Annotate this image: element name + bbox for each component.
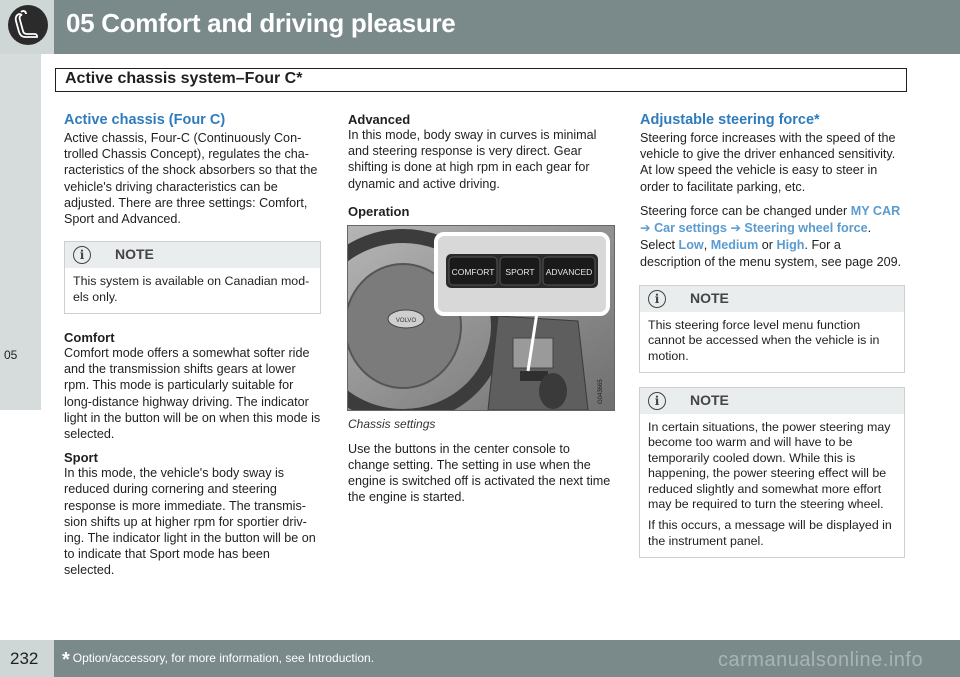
steering-force-heading: Adjustable steering force* [640,112,820,128]
advanced-button-label: ADVANCED [545,266,593,277]
info-icon: i [648,290,666,308]
option-low: Low [678,237,704,252]
note-label: NOTE [690,392,729,409]
comfort-button-label: COMFORT [451,266,495,277]
steering-force-p1: Steering force increases with the speed of the vehicle to give the driver enhanced sensitivity. At low speed the vehicle is easy to steer in order to facilitate parking, etc. [640,131,896,194]
chapter-title: 05 Comfort and driving pleasure [66,8,456,38]
p2-comma: , [703,237,711,252]
sport-text: In this mode, the vehicle's body sway is reduced during cornering and steering response is more immediate. The transmis-sion shifts up at higher rpm for sportier driv-ing. The indicator light in the button will be on to indicate that Sport mode has been selected. [64,466,316,578]
sport-heading: Sport [64,450,98,466]
note-box [639,387,905,558]
menu-arrow-icon: ➔ [730,220,741,235]
figure-caption: Chassis settings [348,416,436,431]
sport-button-label: SPORT [505,266,535,277]
page-number: 232 [10,649,39,668]
note-box [639,285,905,373]
column-3 [639,112,905,558]
p2-prefix: Steering force can be changed under [640,203,851,218]
steering-force-p2 [639,203,905,271]
p2-suffix: . For a description of the menu system, see page 209. [640,237,902,269]
note-header [640,286,904,312]
note-body [640,312,904,372]
wheel-badge: VOLVO [395,317,417,324]
footnote-text: Option/accessory, for more information, see Introduction. [72,651,375,665]
advanced-text: In this mode, body sway in curves is minimal and steering response is very direct. Gear shifting is done at high rpm in each gear for dynamic and active driving. [348,128,597,191]
info-icon: i [73,246,91,264]
option-high: High [776,237,805,252]
comfort-text: Comfort mode offers a somewhat softer ride and the transmission shifts gears at lower rpm. This mode is particularly suitable for long-distance highway driving. The indicator light in the button will be on when this mode is selected. [64,346,321,442]
comfort-heading: Comfort [64,330,115,346]
info-icon: i [648,392,666,410]
option-medium: Medium [710,237,759,252]
figure-code: G043665 [598,379,604,404]
operation-text: Use the buttons in the center console to change setting. The setting in use when the engine is switched off is activated the next time the engine is started. [348,441,611,505]
watermark: carmanualsonline.info [718,649,924,671]
footnote [62,649,374,672]
chapter-side-tab [0,54,41,410]
column-2 [347,112,613,506]
seat-icon [8,5,48,45]
footnote-star: * [62,649,70,671]
note-box [64,241,321,314]
note-body [640,414,904,557]
note-header [640,388,904,414]
note-text: This steering force level menu function cannot be accessed when the vehicle is in motion. [648,317,880,363]
chassis-settings-figure [347,225,615,411]
menu-car-settings: Car settings [654,220,727,235]
active-chassis-heading: Active chassis (Four C) [64,112,226,128]
menu-my-car: MY CAR [850,203,901,218]
advanced-heading: Advanced [348,112,411,127]
note-header [65,242,320,268]
chapter-icon-box [0,0,54,54]
page-number-box [0,640,54,677]
note-body [65,268,320,313]
note-text: If this occurs, a message will be displayed in the instrument panel. [648,518,892,548]
menu-arrow-icon: ➔ [640,220,651,235]
section-title-bar [55,68,907,92]
chassis-illustration [348,226,614,410]
operation-heading: Operation [348,203,410,219]
menu-steering-wheel-force: Steering wheel force [744,220,868,235]
p2-or: or [758,237,777,252]
note-label: NOTE [690,289,729,306]
p2-select: . Select [640,220,872,252]
note-text: In certain situations, the power steering may become too warm and will have to be temporarily cooled down. While this is happening, the power steering effect will be reduced slightly and somewhat more effort may be required to turn the steering wheel. [648,420,891,512]
note-label: NOTE [115,246,154,263]
column-1 [55,112,321,579]
chapter-header [0,0,960,54]
chapter-tab-label: 05 [4,348,18,362]
active-chassis-intro: Active chassis, Four-C (Continuously Con-trolled Chassis Concept), regulates the cha-racteristics of the shock absorbers so that the vehicle's driving characteristics can be adjusted. There are three settings: Comfort, Sport and Advanced. [64,131,318,227]
note-text: This system is available on Canadian mod-els only. [73,274,310,304]
section-title: Active chassis system–Four C* [65,70,303,87]
